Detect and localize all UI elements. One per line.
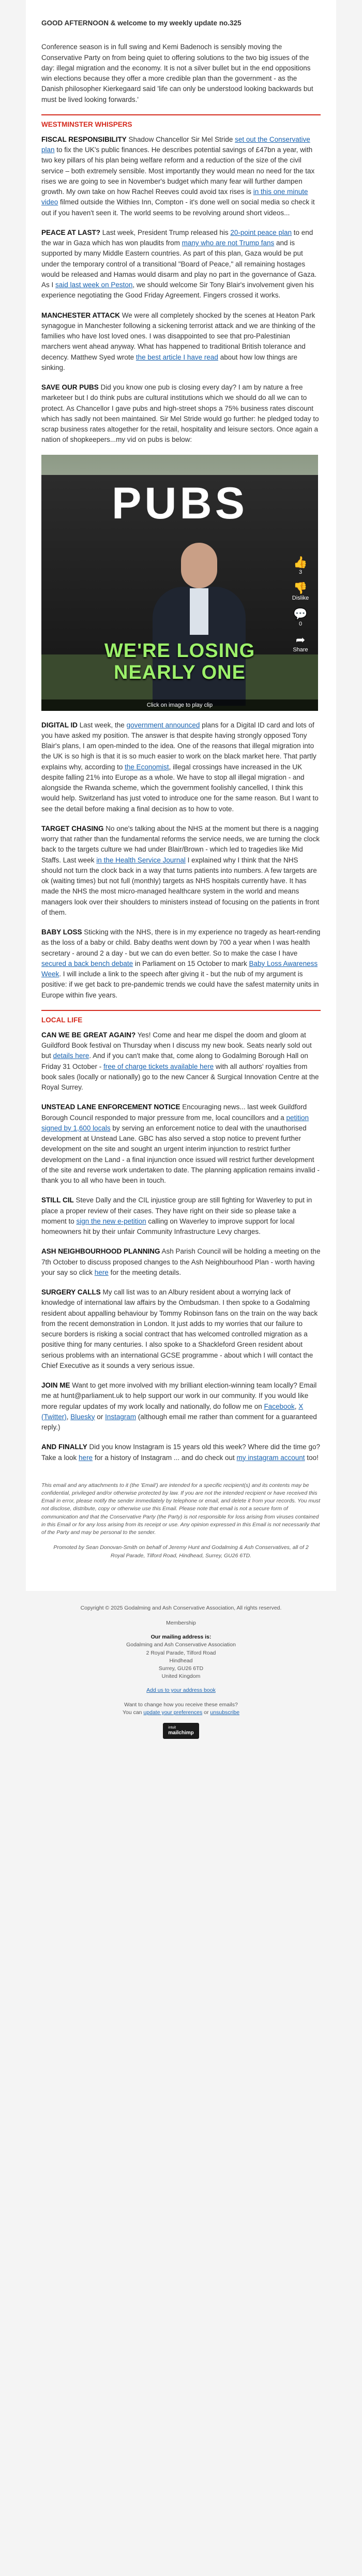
- finally-title: AND FINALLY: [41, 1443, 87, 1451]
- great-title: CAN WE BE GREAT AGAIN?: [41, 1031, 136, 1039]
- text: , illegal crossings have increased in the UK despite falling 21% into Europe as a whole. We have to stop all illegal migration - and alongside the Rwanda scheme, which the government foolishly cancelled, I think this would help. Switzerland has just voted to introduce one for the same reason. But I want to see the detail before making a final decision as to how to vote.: [41, 763, 319, 813]
- pubs-title: SAVE OUR PUBS: [41, 383, 99, 391]
- text: Ash Parish Council will be holding a meeting on the 7th October to discuss proposed changes to the Ash Neighbourhood Plan - worth having your say so click: [41, 1247, 321, 1276]
- mailchimp-logo[interactable]: [163, 1723, 199, 1739]
- email-footer: [26, 1591, 336, 1749]
- share-icon: ➦: [295, 633, 306, 646]
- not-trump-fans-link[interactable]: many who are not Trump fans: [182, 239, 275, 247]
- baby-loss-week-link[interactable]: Baby Loss Awareness Week: [41, 959, 318, 978]
- paragraph-baby-loss: [41, 927, 321, 1001]
- best-article-link[interactable]: the best article I have read: [135, 353, 218, 361]
- text: Want to get more involved with my brilliant election-winning team locally? Email me at hunt@parliament.uk to help support our work in our community. If you would like more regular updates of my work locally and nationally, do follow me on: [41, 1381, 317, 1410]
- text: Last week, President Trump released his: [100, 228, 231, 236]
- baby-title: BABY LOSS: [41, 928, 82, 936]
- dislike-label: Dislike: [292, 594, 309, 601]
- paragraph-join-me: [41, 1380, 321, 1433]
- address-line: Surrey, GU26 6TD: [158, 1665, 204, 1672]
- cil-title: STILL CIL: [41, 1196, 74, 1204]
- manchester-title: MANCHESTER ATTACK: [41, 311, 120, 319]
- video-caption-line-1: WE'RE LOSING: [104, 639, 255, 662]
- share-label: Share: [293, 646, 308, 653]
- paragraph-unstead-lane: [41, 1102, 321, 1186]
- text: by serving an enforcement notice to deal with the unauthorised development at Unstead Lane. GBC has also served a stop notice to prevent further development on the site and sought an urgent interim injunction to restrict further development on the Land - a final injunction once issued will restrict further development of the site and reverse work undertaken to date. The planning application remains invalid - thank you to all who have been in touch.: [41, 1124, 320, 1184]
- text: to fix the UK's public finances. He describes potential savings of £47bn a year, with two key pillars of his plan being welfare reform and a reduction of the size of the civil service – both extremely sensible. Most importantly they would mean no need for the tax rises we are going to see in November's budget which many fear will further dampen growth. My own take on how Rachel Reeves could avoid tax rises is: [41, 146, 315, 196]
- text: and is supported by many Middle Eastern countries. As part of this plan, Gaza would be put under the temporary control of a transitional "Board of Peace," all remaining hostages would be released and Hamas would disarm and play no part in the governance of Gaza. As I: [41, 239, 317, 289]
- text: with all authors' royalties from book sales (locally or nationally) go to the new Cancer & Surgical Innovation Centre at the Royal Surrey.: [41, 1062, 319, 1091]
- text: No one's talking about the NHS at the moment but there is a nagging worry that rather than the fundamental reforms the service needs, we are turning the clock back to the targets culture we had under Blair/Brown - which led to tragedies like Mid Staffs. Last week: [41, 824, 320, 864]
- paragraph-digital-id: [41, 720, 321, 814]
- address-line: Hindhead: [169, 1657, 193, 1664]
- section-divider: [41, 114, 321, 115]
- ash-title: ASH NEIGHBOURHOOD PLANNING: [41, 1247, 160, 1256]
- text: Shadow Chancellor Sir Mel Stride: [126, 135, 235, 143]
- logo-top-text: intuit: [168, 1726, 176, 1730]
- presenter-shirt: [190, 588, 208, 635]
- conservative-plan-link[interactable]: set out the Conservative plan: [41, 135, 310, 154]
- paragraph-great-again: [41, 1030, 321, 1093]
- text: about how low things are sinking.: [41, 353, 298, 371]
- targets-title: TARGET CHASING: [41, 824, 104, 832]
- back-bench-debate-link[interactable]: secured a back bench debate: [41, 959, 133, 967]
- add-to-address-book-link[interactable]: Add us to your address book: [146, 1687, 216, 1694]
- peace-title: PEACE AT LAST?: [41, 228, 100, 236]
- legal-disclaimer: [26, 1472, 336, 1537]
- text: Steve Dally and the CIL injustice group are still fighting for Waverley to put in place a proper review of their cases. They have right on their side so please take a moment to: [41, 1196, 312, 1225]
- text: You can: [122, 1709, 144, 1716]
- text: Sticking with the NHS, there is in my experience no tragedy as heart-rending as the loss of a baby or child. Baby deaths went down by 700 a year when I was health secretary - around 2 a day - but we can do even better. So to make the case I have: [41, 928, 321, 957]
- text: in Parliament on 15 October to mark: [133, 959, 249, 967]
- like-count: 3: [298, 569, 303, 575]
- presenter-head: [181, 543, 217, 588]
- paragraph-pubs: [41, 382, 321, 445]
- text: Did you know Instagram is 15 years old this week? Where did the time go? Take a look: [41, 1443, 320, 1462]
- pubs-video-thumbnail[interactable]: [41, 455, 318, 711]
- text: , we should welcome Sir Tony Blair's involvement given his experience negotiating the Good Friday Agreement. Fingers crossed it works.: [41, 281, 314, 300]
- government-announced-link[interactable]: government announced: [126, 721, 200, 729]
- join-title: JOIN ME: [41, 1381, 70, 1389]
- text: I explained why I think that the NHS should not turn the clock back in a way that turns patients into numbers. A few targets are ok (waiting times) but not full (monthly) targets as NHS hospitals currently have. It has made the NHS the most micro-managed healthcare system in the world and means managers look over their shoulders to ministers instead of focusing on the patients in front of them.: [41, 856, 320, 916]
- text: Last week, the: [78, 721, 127, 729]
- unstead-title: UNSTEAD LANE ENFORCEMENT NOTICE: [41, 1103, 180, 1111]
- text: Encouraging news... last week Guildford Borough Council responded to major pressure from me, local councillors and a: [41, 1103, 307, 1122]
- paragraph-ash-planning: [41, 1246, 321, 1278]
- my-instagram-link[interactable]: my instagram account: [236, 1453, 305, 1462]
- paragraph-peace: [41, 228, 321, 301]
- text: We were all completely shocked by the scenes at Heaton Park synagogue in Manchester following a sickening terrorist attack and we are thinking of the families who have lost loved ones. I was disappointed to see that pro-Palestinian marchers went ahead anyway. What has happened to traditional British tolerance and decency. Matthew Syed wrote: [41, 311, 315, 361]
- greeting: GOOD AFTERNOON & welcome to my weekly update no.325: [41, 19, 242, 27]
- membership-label: Membership: [166, 1619, 196, 1626]
- paragraph-still-cil: [41, 1195, 321, 1237]
- text: Did you know one pub is closing every day? I am by nature a free marketeer but I do think pubs are cultural institutions which we should do all we can to protect. As Chancellor I gave pubs and high-street shops a 75% business rates discount which has sadly not been maintained. Sir Mel Stride would go further: he pledged today to scrap business rates altogether for the retail, hospitality and leisure sectors. Once again a nation of shopkeepers...my vid on pubs is below:: [41, 383, 319, 444]
- book-festival-details-link[interactable]: details here: [53, 1052, 89, 1060]
- section-heading-local-life: LOCAL LIFE: [41, 1016, 83, 1024]
- section-divider: [41, 1010, 321, 1011]
- like-control[interactable]: [289, 556, 312, 575]
- fiscal-title: FISCAL RESPONSIBILITY: [41, 135, 127, 143]
- text: calling on Waverley to improve support for local homeowners hit by their unfair Community Infrastructure Levy charges.: [41, 1217, 295, 1235]
- text: plans for a Digital ID card and lots of you have asked my position. The answer is that despite having strongly opposed Tony Blair's plans, I am open-minded to the idea. One of the reasons that illegal migration into the UK is so high is that it is so much easier to work on the black market here. That partly explains why, according to: [41, 721, 316, 771]
- text: My call list was to an Albury resident about a worrying lack of knowledge of international law affairs by the Ombudsman. I then spoke to a Godalming resident about appalling behaviour by Tommy Robinson fans on the train on the way back from the recent demonstration in London. It just adds to my worries that our failure to secure borders is risking a social contract that has welcomed controlled migration as a positive thing for many centuries. I also spoke to a Shackleford Green resident about serious problems with an international GCSE programme - about which I will contact the Chief Executive as it sounds a very serious issue.: [41, 1288, 318, 1369]
- text: ,: [294, 1402, 299, 1410]
- email-content: [26, 0, 336, 1463]
- surgery-title: SURGERY CALLS: [41, 1288, 101, 1296]
- video-headline: PUBS: [112, 478, 248, 528]
- text: or: [95, 1412, 105, 1421]
- digital-title: DIGITAL ID: [41, 721, 78, 729]
- peston-link[interactable]: said last week on Peston: [55, 281, 133, 289]
- hsj-link[interactable]: in the Health Service Journal: [96, 856, 186, 864]
- paragraph-fiscal: [41, 135, 321, 218]
- address-line: 2 Royal Parade, Tilford Road: [146, 1649, 216, 1656]
- logo-bottom-text: mailchimp: [168, 1730, 194, 1736]
- text: (although email me rather than comment for a guaranteed reply.): [41, 1412, 317, 1431]
- mailing-address: [26, 1633, 336, 1680]
- twitter-link[interactable]: X (Twitter): [41, 1402, 304, 1421]
- facebook-link[interactable]: Facebook: [264, 1402, 295, 1410]
- comment-count: 0: [298, 620, 303, 627]
- preferences-text: [26, 1701, 336, 1717]
- copyright: Copyright © 2025 Godalming and Ash Conservative Association, All rights reserved.: [80, 1604, 282, 1611]
- unsubscribe-link[interactable]: unsubscribe: [210, 1709, 240, 1716]
- comment-icon: 💬: [293, 607, 308, 620]
- paragraph-surgery-calls: [41, 1287, 321, 1371]
- economist-link[interactable]: the Economist: [125, 763, 169, 771]
- section-heading-westminster: WESTMINSTER WHISPERS: [41, 120, 132, 128]
- intro-paragraph: Conference season is in full swing and Kemi Badenoch is sensibly moving the Conservative Party on from being quiet to offering solutions to the two big issues of the day: illegal migration and the economy. It is not a silver bullet but in the end oppositions win elections because they offer a more credible plan than the government - as the Danish philosopher Kierkegaard said 'life can only be understood looking backwards but must be lived looking forwards.': [41, 43, 313, 103]
- comment-control[interactable]: [289, 607, 312, 627]
- bluesky-link[interactable]: Bluesky: [70, 1412, 95, 1421]
- email-body: [26, 0, 336, 1591]
- paragraph-target-chasing: [41, 824, 321, 918]
- legal-text: This email and any attachments to it (the 'Email') are intended for a specific recipient(s) and its contents may be confidential, privileged and/or otherwise protected by law. If you are not the intended recipient or have received this Email in error, please notify the sender immediately by telephone or email, and delete it from your records. You must not disclose, distribute, copy or otherwise use this Email. Please note that email is not a secure form of communication and that the Conservative Party (the Party) is not responsible for loss arising from viruses contained in this Email or for any loss arising from its receipt or use. Any opinion expressed in this Email is not necessarily that of the Party and may be personal to the sender.: [41, 1482, 321, 1536]
- text: Yes! Come and hear me dispel the doom and gloom at Guildford Book festival on Thursday when I discuss my new book. Seats nearly sold out but: [41, 1031, 312, 1060]
- video-play-bar[interactable]: Click on image to play clip: [41, 699, 318, 711]
- address-line: United Kingdom: [161, 1673, 201, 1680]
- text: to end the war in Gaza which has won plaudits from: [41, 228, 313, 247]
- text: filmed outside the Withies Inn, Compton - it's done well on social media so check it out if you haven't seen it. The world seems to be revolving around short videos...: [41, 198, 315, 217]
- text: Want to change how you receive these emails?: [124, 1701, 238, 1708]
- text: for the meeting details.: [108, 1268, 182, 1276]
- address-line: Godalming and Ash Conservative Association: [126, 1642, 236, 1648]
- petition-link[interactable]: petition signed by 1,600 locals: [41, 1113, 309, 1132]
- instagram-history-link[interactable]: here: [79, 1453, 93, 1462]
- text: . And if you can't make that, come along to Godalming Borough Hall on Friday 31 October -: [41, 1052, 308, 1070]
- address-title: Our mailing address is:: [150, 1634, 212, 1641]
- free-tickets-link[interactable]: free of charge tickets available here: [103, 1062, 214, 1070]
- update-preferences-link[interactable]: update your preferences: [143, 1709, 203, 1716]
- text: or: [202, 1709, 210, 1716]
- instagram-link[interactable]: Instagram: [105, 1412, 137, 1421]
- e-petition-link[interactable]: sign the new e-petition: [76, 1217, 146, 1225]
- paragraph-manchester: [41, 310, 321, 374]
- one-minute-video-link[interactable]: in this one minute video: [41, 188, 308, 206]
- peace-plan-link[interactable]: 20-point peace plan: [230, 228, 292, 236]
- text: for a history of Instagram ... and do check out: [93, 1453, 237, 1462]
- text: ,: [66, 1412, 71, 1421]
- video-caption-line-2: NEARLY ONE: [114, 661, 246, 683]
- promoted-by: Promoted by Sean Donovan-Smith on behalf of Jeremy Hunt and Godalming & Ash Conservatives, all of 2 Royal Parade, Tilford Road, Hindhead, Surrey, GU26 6TD.: [53, 1544, 309, 1559]
- thumbs-down-icon: 👎: [293, 581, 308, 594]
- ash-meeting-link[interactable]: here: [94, 1268, 109, 1276]
- thumbs-up-icon: 👍: [293, 555, 308, 569]
- dislike-control[interactable]: [289, 582, 312, 601]
- paragraph-and-finally: [41, 1442, 321, 1463]
- text: . I will include a link to the speech after giving it - but the nub of my argument is positive: if we get back to pre-pandemic trends we could have the safest maternity units in Europe within five years.: [41, 970, 319, 999]
- text: too!: [305, 1453, 319, 1462]
